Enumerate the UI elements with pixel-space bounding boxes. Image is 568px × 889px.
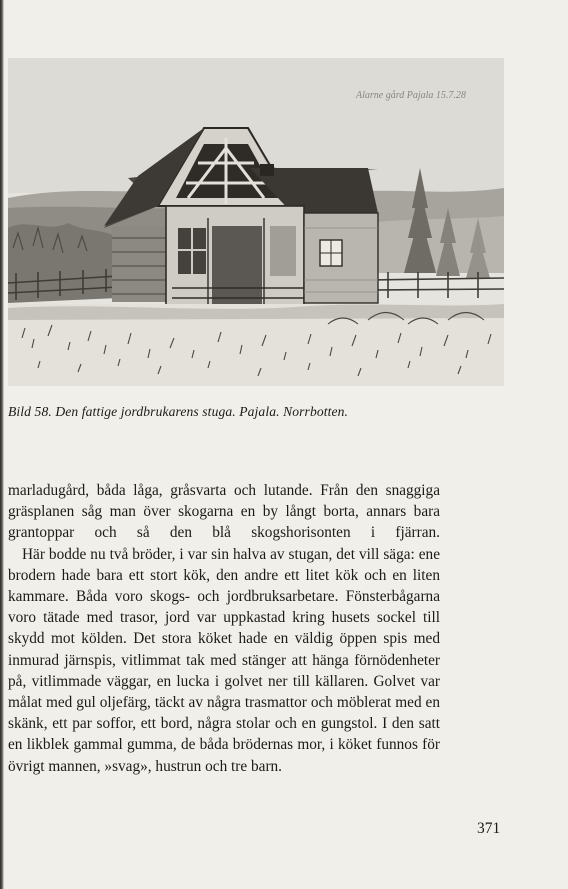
paragraph-1: marladugård, båda låga, gråsvarta och lutande. Från den snaggiga gräsplanen såg man över skogarna en by långt borta, annars bara grantoppar och så den blå skogshorisonten i fjärran. bbox=[8, 482, 440, 542]
paragraph-2: Här bodde nu två bröder, i var sin halva av stugan, det vill säga: ene brodern hade bara ett stort kök, den andre ett litet kök och en liten kammare. Båda voro skogs- och jordbruksarbetare. Fönsterbågarna voro tätade med trasor, jord var uppkastad kring husets sockel till skydd mot kölden. Det stora köket hade en väldig öppen spis med inmurad järnspis, vitlimmat tak med stänger att hänga förnödenheter på, vitlimmade väggar, en lucka i golvet ner till källaren. Golvet var målat med gul oljefärg, täckt av några trasmattor och möblerat med en skänk, ett par soffor, ett bord, några stolar och en gungstol. I den satt en likblek gammal gumma, de båda brödernas mor, i köket funnos för övrigt mannen, »svag», hustrun och tre barn. bbox=[8, 545, 440, 775]
house-sketch-illustration bbox=[8, 58, 504, 386]
page-binding-edge bbox=[0, 0, 4, 889]
pencil-inscription: Alarne gård Pajala 15.7.28 bbox=[356, 90, 466, 101]
page-number: 371 bbox=[477, 820, 501, 837]
body-text bbox=[8, 480, 440, 777]
figure-caption: Bild 58. Den fattige jordbrukarens stuga. Pajala. Norrbotten. bbox=[8, 404, 349, 419]
